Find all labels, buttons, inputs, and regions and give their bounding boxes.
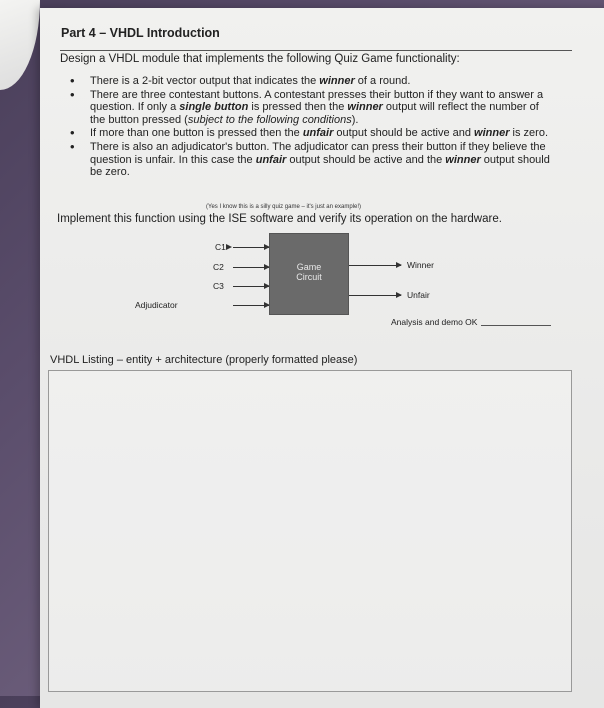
arrow-unfair <box>349 295 401 296</box>
arrow-winner <box>349 265 401 266</box>
list-item: • There is a 2-bit vector output that indicates the winner of a round. <box>70 73 411 88</box>
block-diagram <box>135 228 445 323</box>
paper-corner <box>0 0 40 90</box>
arrow-c3 <box>233 286 269 287</box>
input-label-c1: C1 <box>215 242 226 252</box>
list-item: • There is also an adjudicator's button. The adjudicator can press their button if they believe the question is unfair. In this case the unfair output should be active and the winner output should be zero. <box>70 138 550 179</box>
intro-text: Design a VHDL module that implements the following Quiz Game functionality: <box>60 53 460 65</box>
bullet-icon: • <box>70 86 75 102</box>
input-label-c2: C2 <box>213 262 224 272</box>
bullet-icon: • <box>70 73 75 88</box>
analysis-signoff: Analysis and demo OK <box>391 317 551 327</box>
input-label-c3: C3 <box>213 281 224 291</box>
bullet-icon: • <box>70 125 75 141</box>
arrow-c1 <box>233 247 269 248</box>
output-label-unfair: Unfair <box>407 290 430 300</box>
box-label-line1: Game <box>296 262 322 272</box>
vhdl-listing-box[interactable] <box>48 370 572 692</box>
list-item: • There are three contestant buttons. A contestant presses their button if they want to answer a question. If only a single button is pressed then the winner output will reflect the number of the button pressed (subject to the following conditions). <box>70 86 544 126</box>
output-label-winner: Winner <box>407 260 434 270</box>
arrow-adjudicator <box>233 305 269 306</box>
game-circuit-box <box>269 233 349 315</box>
implement-instruction: Implement this function using the ISE software and verify its operation on the hardware. <box>57 213 502 225</box>
arrow-c2 <box>233 267 269 268</box>
heading-rule <box>60 50 572 51</box>
listing-label: VHDL Listing – entity + architecture (properly formatted please) <box>50 354 358 366</box>
section-heading: Part 4 – VHDL Introduction <box>61 26 220 40</box>
bullet-icon: • <box>70 138 75 154</box>
signature-line[interactable] <box>481 325 551 326</box>
list-item: • If more than one button is pressed then the unfair output should be active and winner is zero. <box>70 125 549 141</box>
input-label-adjudicator: Adjudicator <box>135 300 178 310</box>
box-label-line2: Circuit <box>296 272 322 282</box>
requirements-list <box>70 75 550 180</box>
worksheet-page <box>40 8 604 708</box>
footnote: (Yes I know this is a silly quiz game – it's just an example!) <box>206 204 361 210</box>
